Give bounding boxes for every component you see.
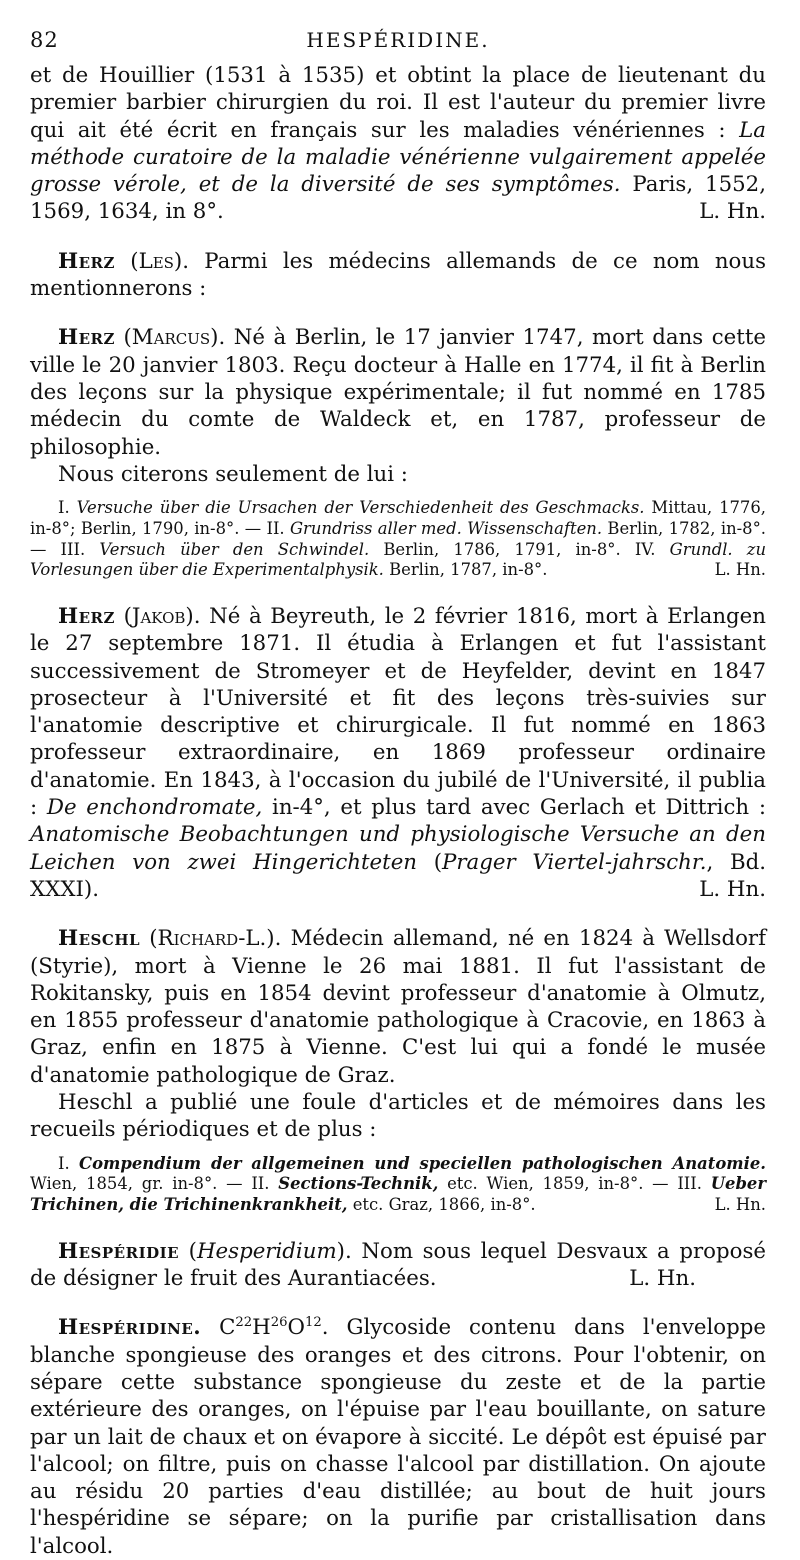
bib-info: Wien, 1854, gr. in-8°. — II. [30,1174,279,1194]
signature: L. Hn. [714,1195,766,1215]
bib-number: I. [58,498,77,518]
formula-end: . [321,1315,347,1341]
entry-text: Né à Berlin, le 17 janvier 1747, mort dans cette ville le 20 janvier 1803. Reçu docteur à Halle en 1774, il fit à Berlin des leçons sur la physique expérimentale; il fut nommé en 1785 médecin du comte de Waldeck et, en 1787, professeur de philosophie. [30,325,766,460]
headword: Herz [58,603,115,629]
entry-herz-marcus [30,324,766,460]
entry-heschl [30,925,766,1089]
headword: Hespéridine. [58,1315,202,1341]
bib-number: I. [58,1153,80,1173]
formula-o-count: 12 [305,1315,322,1331]
work-title: Anatomische Beobachtungen und physiologische Versuche an den Leichen von zwei Hingerichteten [30,822,766,875]
entry-hesperidine [30,1314,766,1560]
bib-info: etc. Graz, 1866, in-8°. [347,1195,536,1215]
entry-herz-jakob [30,603,766,903]
entry-qualifier: (Jakob). [114,603,210,629]
bib-title: Grundriss aller med. Wissenschaften. [289,518,603,538]
headword: Hespéridie [58,1238,180,1264]
entry-text: Né à Beyreuth, le 2 février 1816, mort à Erlangen le 27 septembre 1871. Il étudia à Erlangen et fut l'assistant successivement de Stromeyer et de Heyfelder, devint en 1847 prosecteur à l'Université et fit des leçons très-suivies sur l'anatomie descriptive et chirurgicale. Il fut nommé en 1863 professeur extraordinaire, en 1869 professeur ordinaire d'anatomie. En 1843, à l'occasion du jubilé de l'Université, il publia : [30,603,767,821]
bib-title: Versuche über die Ursachen der Verschiedenheit des Geschmacks. [76,498,645,518]
entry-text: ). [336,1238,362,1264]
entry-text: Médecin allemand, né en 1824 à Wellsdorf (Styrie), mort à Vienne le 26 mai 1881. Il fut l'assistant de Rokitansky, puis en 1854 devint professeur d'anatomie à Olmutz, en 1855 professeur d'anatomie pathologique à Cracovie, en 1863 à Graz, enfin en 1875 à Vienne. C'est lui qui a fondé le musée d'anatomie pathologique de Graz. [30,926,766,1088]
bib-info: Berlin, 1787, in-8°. [383,560,548,580]
work-title: De enchondromate, [46,795,263,821]
bibliography-heschl [30,1154,766,1216]
entry-hesperidie [30,1238,766,1293]
formula-h: H [252,1315,271,1341]
signature: L. Hn. [699,876,766,902]
bibliography-herz-marcus [30,498,766,581]
formula-o: O [287,1315,305,1341]
bib-title: Sections-Technik, [278,1174,439,1194]
headword: Herz [58,325,115,351]
entry-heschl-continued: Heschl a publié une foule d'articles et de mémoires dans les recueils périodiques et de plus : [30,1090,766,1143]
continuation-tail: Paris, 1552, 1569, 1634, in 8°. [30,172,766,225]
entry-text: ( [179,1238,197,1264]
entry-text: ( [417,849,443,875]
entry-qualifier: (Richard-L.). [140,926,291,952]
continuation-title: La méthode curatoire de la maladie vénérienne vulgairement appelée grosse vérole, et de la diversité de ses symptômes. [30,117,766,198]
signature: L. Hn. [699,199,766,225]
bib-info: Berlin, 1786, 1791, in-8°. IV. [369,539,670,559]
entry-qualifier: (Les). [114,248,205,274]
continuation-paragraph [30,62,766,226]
bib-title: Versuch über den Schwindel. [99,539,370,559]
formula-c-count: 22 [235,1315,253,1331]
entry-herz-les [30,248,766,303]
running-head: HESPÉRIDINE. [306,28,490,52]
headword: Heschl [58,926,141,952]
latin-name: Hesperidium [196,1238,337,1264]
formula-h-count: 26 [270,1315,288,1331]
entry-text: Glycoside contenu dans l'enveloppe blanche spongieuse des oranges et des citrons. Pour l'obtenir, on sépare cette substance spongieuse du zeste et de la partie extérieure des oranges, on l'épuise par l'eau bouillante, on sature par un lait de chaux et on évapore à siccité. Le dépôt est épuisé par l'alcool; on filtre, puis on chasse l'alcool par distillation. On ajoute au résidu 20 parties d'eau distillée; au bout de huit jours l'hespéridine se sépare; on la purifie par cristallisation dans l'alcool. [30,1315,766,1559]
formula-c: C [201,1315,236,1341]
bib-info: etc. Wien, 1859, in-8°. — III. [438,1174,711,1194]
citation-intro: Nous citerons seulement de lui : [58,461,408,487]
bib-info: Berlin, 1782, in-8°. — III. [30,518,766,559]
entry-text: , Bd. XXXI). [30,849,767,902]
journal-title: Prager Viertel-jahrschr. [442,849,707,875]
bib-title: Ueber Trichinen, die Trichinenkrankheit, [30,1174,766,1215]
bib-info: Mittau, 1776, in-8°; Berlin, 1790, in-8°. — II. [30,498,766,538]
page-header [30,28,766,62]
continuation-text: et de Houillier (1531 à 1535) et obtint la place de lieutenant du premier barbier chirurgien du roi. Il est l'auteur du premier livre qui ait été écrit en français sur les maladies vénériennes : [30,63,766,143]
entry-text: in-4°, et plus tard avec Gerlach et Dittrich : [262,795,766,821]
page-number: 82 [30,28,59,52]
entry-text: Parmi les médecins allemands de ce nom nous mentionnerons : [30,248,767,302]
page [30,28,766,1560]
formula [201,1315,346,1340]
entry-text: Nom sous lequel Desvaux a proposé de désigner le fruit des Aurantiacées. [30,1238,766,1292]
signature: L. Hn. [629,1266,696,1292]
entry-qualifier: (Marcus). [114,325,234,351]
signature: L. Hn. [714,560,766,580]
bib-title: Grundl. zu Vorlesungen über die Experimentalphysik. [30,539,766,580]
headword: Herz [58,248,115,274]
bib-title: Compendium der allgemeinen und speciellen pathologischen Anatomie. [79,1153,766,1173]
